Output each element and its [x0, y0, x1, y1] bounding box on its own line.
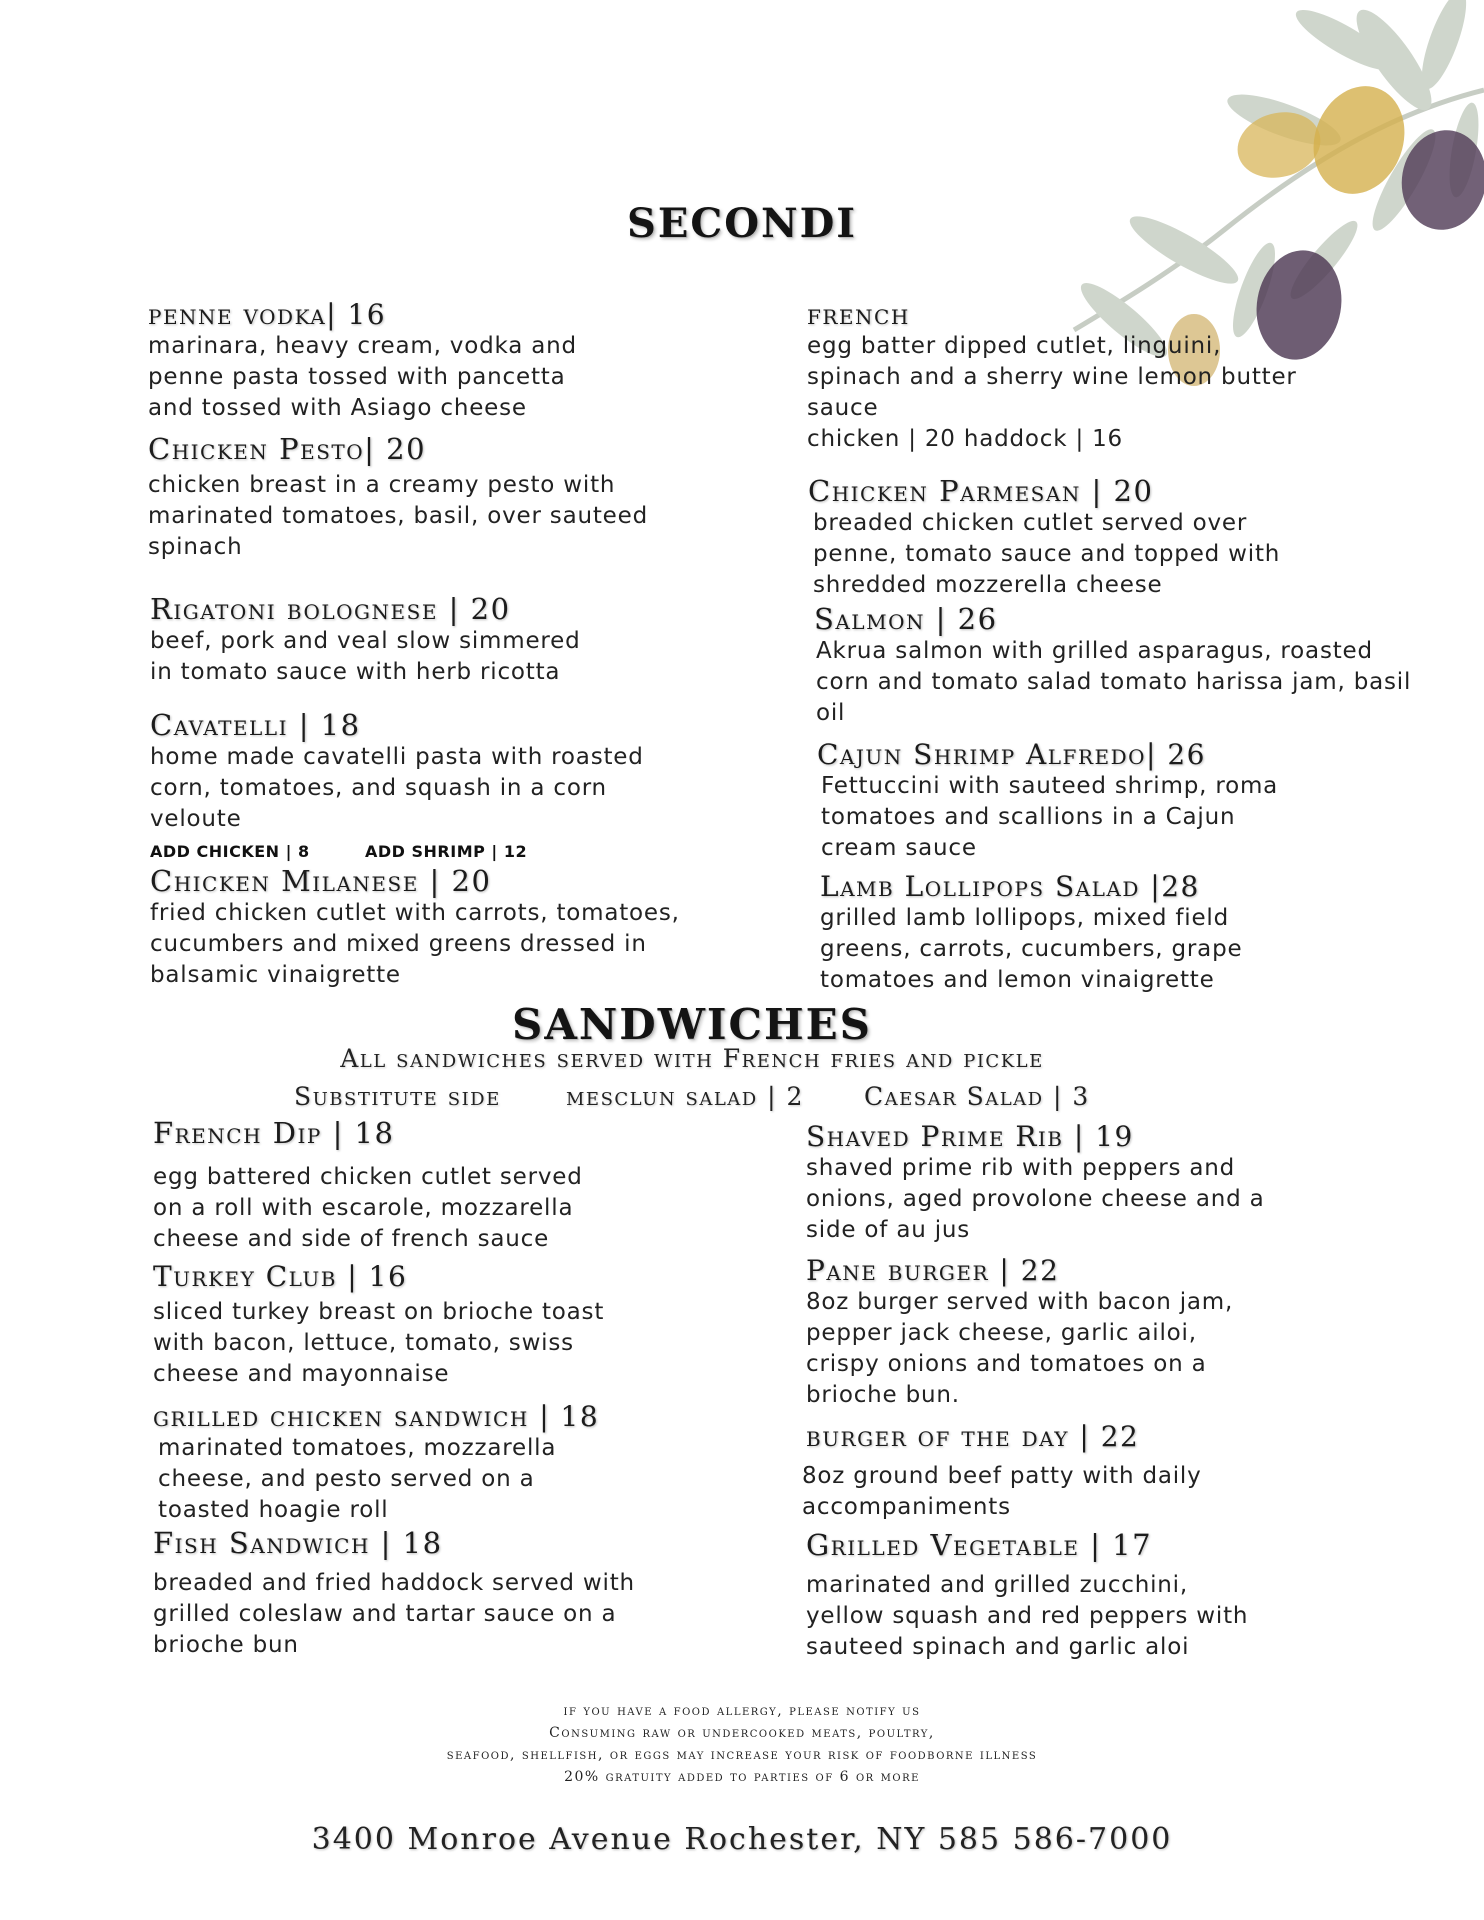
- menu-item-cajun-shrimp-alfredo: [817, 738, 1417, 864]
- item-title: Lamb Lollipops Salad |28: [820, 870, 1200, 903]
- item-title: Chicken Parmesan | 20: [808, 474, 1154, 508]
- item-title: french: [807, 298, 910, 331]
- addon-shrimp: ADD SHRIMP | 12: [365, 842, 528, 861]
- item-description: home made cavatelli pasta with roasted corn, tomatoes, and squash in a corn veloute: [150, 744, 644, 832]
- item-description: marinated and grilled zucchini, yellow squash and red peppers with sauteed spinach and garlic aloi: [806, 1572, 1249, 1660]
- item-title: Salmon | 26: [814, 602, 998, 636]
- raw-food-warning-line-1: Consuming raw or undercooked meats, poultry,: [549, 1725, 935, 1741]
- restaurant-address: 3400 Monroe Avenue Rochester, NY 585 586-7000: [311, 1822, 1173, 1857]
- item-title: Shaved Prime Rib | 19: [806, 1120, 1134, 1153]
- item-description: chicken breast in a creamy pesto with marinated tomatoes, basil, over sauteed spinach: [148, 472, 648, 560]
- item-title: Chicken Milanese | 20: [150, 864, 492, 898]
- item-description: sliced turkey breast on brioche toast with bacon, lettuce, tomato, swiss cheese and mayonnaise: [153, 1299, 605, 1387]
- allergy-notice: if you have a food allergy, please notify us: [563, 1703, 921, 1719]
- gratuity-notice: 20% gratuity added to parties of 6 or more: [564, 1769, 920, 1785]
- raw-food-warning-line-2: seafood, shellfish, or eggs may increase your risk of foodborne illness: [446, 1747, 1038, 1763]
- menu-item-lamb-lollipops-salad: [820, 870, 1420, 996]
- addon-chicken: ADD CHICKEN | 8: [150, 842, 310, 861]
- item-description: Akrua salmon with grilled asparagus, roasted corn and tomato salad tomato harissa jam, basil oil: [816, 638, 1412, 726]
- menu-item-french: [807, 298, 1407, 455]
- item-description: egg battered chicken cutlet served on a roll with escarole, mozzarella cheese and side of french sauce: [153, 1164, 583, 1252]
- substitute-side-label: Substitute side: [294, 1082, 501, 1111]
- menu-item-french-dip: [153, 1116, 753, 1255]
- item-title: Turkey Club | 16: [153, 1260, 408, 1293]
- substitute-caesar-salad: Caesar Salad | 3: [864, 1082, 1090, 1111]
- item-title: Cajun Shrimp Alfredo| 26: [817, 738, 1206, 771]
- menu-item-chicken-pesto: [148, 432, 748, 563]
- item-description: marinated tomatoes, mozzarella cheese, and pesto served on a toasted hoagie roll: [158, 1435, 557, 1523]
- menu-item-burger-of-the-day: [802, 1420, 1406, 1523]
- menu-item-turkey-club: [153, 1260, 753, 1390]
- item-description: grilled lamb lollipops, mixed field greens, carrots, cucumbers, grape tomatoes and lemon vinaigrette: [820, 905, 1243, 993]
- item-description: egg batter dipped cutlet, linguini, spinach and a sherry wine lemon butter sauce chicken | 20 haddock | 16: [807, 333, 1297, 452]
- item-title: Rigatoni bolognese | 20: [150, 592, 511, 626]
- item-title: French Dip | 18: [153, 1116, 395, 1150]
- item-title: Pane burger | 22: [806, 1254, 1060, 1287]
- item-description: beef, pork and veal slow simmered in tomato sauce with herb ricotta: [150, 628, 581, 685]
- menu-item-salmon: [814, 602, 1454, 729]
- item-description: breaded and fried haddock served with grilled coleslaw and tartar sauce on a brioche bun: [153, 1570, 635, 1658]
- item-title: grilled chicken sandwich | 18: [153, 1400, 600, 1433]
- menu-item-grilled-vegetable: [806, 1528, 1406, 1663]
- secondi-heading: SECONDI: [626, 200, 857, 247]
- menu-item-chicken-milanese: [150, 864, 750, 991]
- item-description: Fettuccini with sauteed shrimp, roma tomatoes and scallions in a Cajun cream sauce: [821, 773, 1279, 861]
- substitute-mesclun-salad: mesclun salad | 2: [566, 1082, 804, 1111]
- item-title: Grilled Vegetable | 17: [806, 1528, 1153, 1562]
- item-description: marinara, heavy cream, vodka and penne pasta tossed with pancetta and tossed with Asiago cheese: [148, 333, 577, 421]
- item-description: fried chicken cutlet with carrots, tomatoes, cucumbers and mixed greens dressed in balsamic vinaigrette: [150, 900, 680, 988]
- menu-item-grilled-chicken-sandwich: [153, 1400, 753, 1526]
- item-title: burger of the day | 22: [806, 1420, 1140, 1453]
- item-title: Cavatelli | 18: [150, 708, 361, 742]
- item-description: 8oz burger served with bacon jam, pepper jack cheese, garlic ailoi, crispy onions and tomatoes on a brioche bun.: [806, 1289, 1234, 1408]
- menu-item-cavatelli: [150, 708, 750, 835]
- menu-item-chicken-parmesan: [808, 474, 1408, 601]
- item-title: Fish Sandwich | 18: [153, 1526, 443, 1560]
- menu-item-shaved-prime-rib: [806, 1120, 1406, 1246]
- item-title: penne vodka| 16: [148, 298, 387, 331]
- menu-item-pane-burger: [806, 1254, 1406, 1411]
- sandwiches-heading: SANDWICHES: [512, 1000, 872, 1049]
- item-description: shaved prime rib with peppers and onions, aged provolone cheese and a side of au jus: [806, 1155, 1265, 1243]
- menu-item-rigatoni-bolognese: [150, 592, 750, 688]
- item-description: breaded chicken cutlet served over penne, tomato sauce and topped with shredded mozzerella cheese: [813, 510, 1281, 598]
- menu-item-fish-sandwich: [153, 1526, 753, 1661]
- item-title: Chicken Pesto| 20: [148, 432, 427, 466]
- menu-item-penne-vodka: [148, 298, 748, 424]
- item-description: 8oz ground beef patty with daily accompaniments: [802, 1463, 1202, 1520]
- sandwiches-subtitle: All sandwiches served with French fries and pickle: [340, 1044, 1044, 1073]
